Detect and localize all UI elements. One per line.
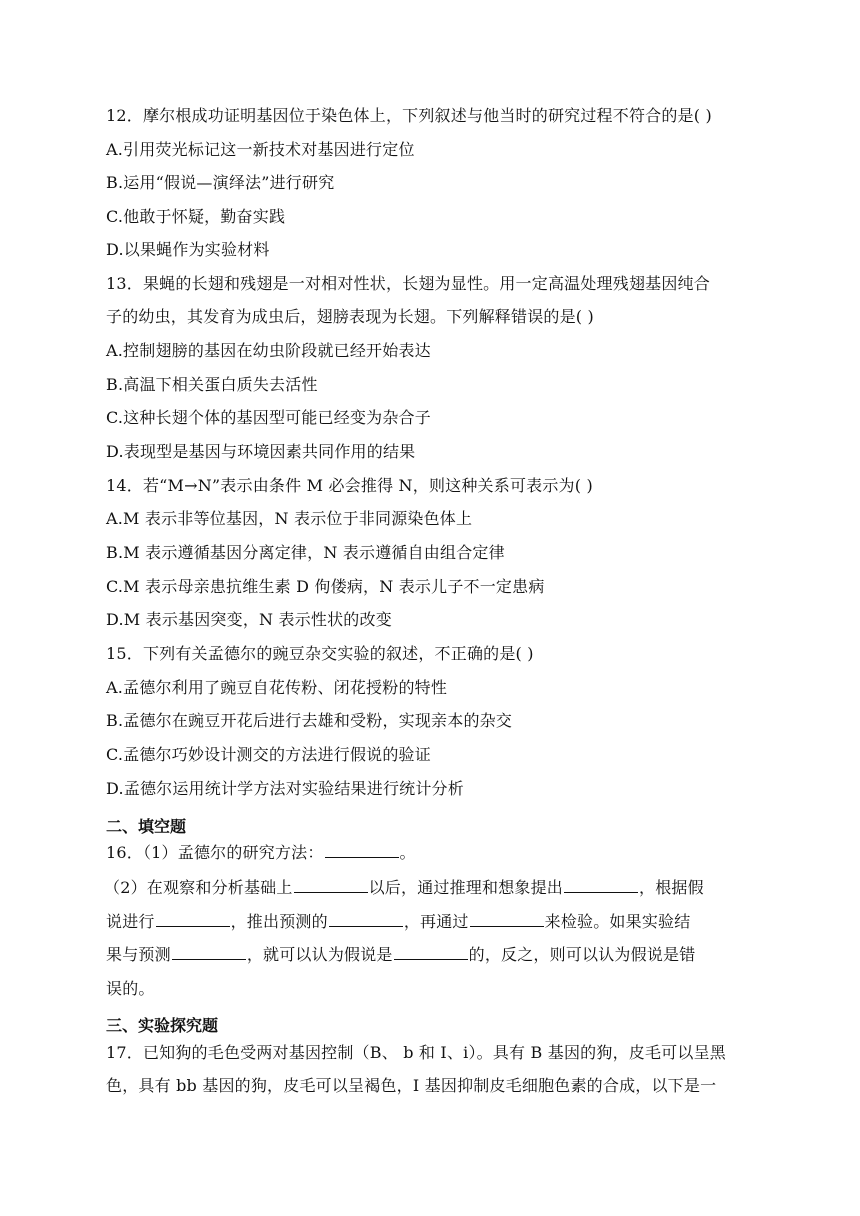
answer-blank[interactable] (394, 945, 468, 960)
q14-stem: 14．若“M→N”表示由条件 M 必会推得 N，则这种关系可表示为( ) (106, 476, 593, 495)
q16-part-2-line-3 (106, 944, 695, 966)
q15-option-a: A.孟德尔利用了豌豆自花传粉、闭花授粉的特性 (106, 678, 448, 697)
q16-text: ，再通过 (403, 912, 469, 931)
q13-stem-line-2: 子的幼虫，其发育为成虫后，翅膀表现为长翅。下列解释错误的是( ) (106, 307, 594, 326)
answer-blank[interactable] (156, 912, 230, 927)
q17-stem-line-1: 17．已知狗的毛色受两对基因控制（B、 b 和 I、i）。具有 B 基因的狗，皮毛可以呈黑 (106, 1043, 726, 1062)
section-heading-experiment: 三、实验探究题 (106, 1016, 219, 1035)
q15-option-c: C.孟德尔巧妙设计测交的方法进行假说的验证 (106, 745, 431, 764)
q16-part-1-text: 16．（1）孟德尔的研究方法： (106, 843, 324, 862)
q15-option-b: B.孟德尔在豌豆开花后进行去雄和受粉，实现亲本的杂交 (106, 711, 513, 730)
answer-blank[interactable] (329, 912, 403, 927)
section-heading-fill-in: 二、填空题 (106, 817, 187, 836)
q16-text: 来检验。如果实验结 (544, 912, 691, 931)
q14-option-d: D.M 表示基因突变，N 表示性状的改变 (106, 610, 392, 629)
q16-text: 的，反之，则可以认为假说是错 (468, 945, 696, 964)
q16-text: 说进行 (106, 912, 155, 931)
q13-option-c: C.这种长翅个体的基因型可能已经变为杂合子 (106, 408, 431, 427)
q16-part-2-line-2 (106, 911, 690, 933)
q14-option-b: B.M 表示遵循基因分离定律，N 表示遵循自由组合定律 (106, 543, 505, 562)
q12-stem: 12．摩尔根成功证明基因位于染色体上，下列叙述与他当时的研究过程不符合的是( ) (106, 106, 712, 125)
q13-option-b: B.高温下相关蛋白质失去活性 (106, 375, 318, 394)
q16-text: 果与预测 (106, 945, 171, 964)
q16-part-2-line-1 (104, 877, 704, 899)
answer-blank[interactable] (172, 945, 246, 960)
q16-text: 以后，通过推理和想象提出 (368, 878, 563, 897)
q16-text: ，推出预测的 (230, 912, 328, 931)
answer-blank[interactable] (325, 843, 399, 858)
q14-option-c: C.M 表示母亲患抗维生素 D 佝偻病，N 表示儿子不一定患病 (106, 577, 545, 596)
answer-blank[interactable] (470, 912, 544, 927)
q16-part-2-line-4: 误的。 (106, 979, 155, 998)
q12-option-b: B.运用“假说—演绎法”进行研究 (106, 173, 335, 192)
q13-option-a: A.控制翅膀的基因在幼虫阶段就已经开始表达 (106, 341, 431, 360)
q15-stem: 15．下列有关孟德尔的豌豆杂交实验的叙述，不正确的是( ) (106, 644, 534, 663)
q12-option-c: C.他敢于怀疑，勤奋实践 (106, 207, 286, 226)
q16-text: ，就可以认为假说是 (246, 945, 393, 964)
q17-stem-line-2: 色，具有 bb 基因的狗，皮毛可以呈褐色，I 基因抑制皮毛细胞色素的合成，以下是一 (106, 1076, 717, 1095)
q14-option-a: A.M 表示非等位基因，N 表示位于非同源染色体上 (106, 509, 473, 528)
q16-text: ，根据假 (639, 878, 704, 897)
answer-blank[interactable] (564, 878, 638, 893)
q16-part-1-end: 。 (399, 843, 416, 862)
q16-text: （2）在观察和分析基础上 (104, 878, 293, 897)
q15-option-d: D.孟德尔运用统计学方法对实验结果进行统计分析 (106, 779, 464, 798)
q13-stem-line-1: 13．果蝇的长翅和残翅是一对相对性状，长翅为显性。用一定高温处理残翅基因纯合 (106, 274, 710, 293)
q13-option-d: D.表现型是基因与环境因素共同作用的结果 (106, 442, 416, 461)
q16-part-1 (106, 842, 416, 864)
q12-option-d: D.以果蝇作为实验材料 (106, 240, 270, 259)
q12-option-a: A.引用荧光标记这一新技术对基因进行定位 (106, 140, 415, 159)
answer-blank[interactable] (294, 878, 368, 893)
